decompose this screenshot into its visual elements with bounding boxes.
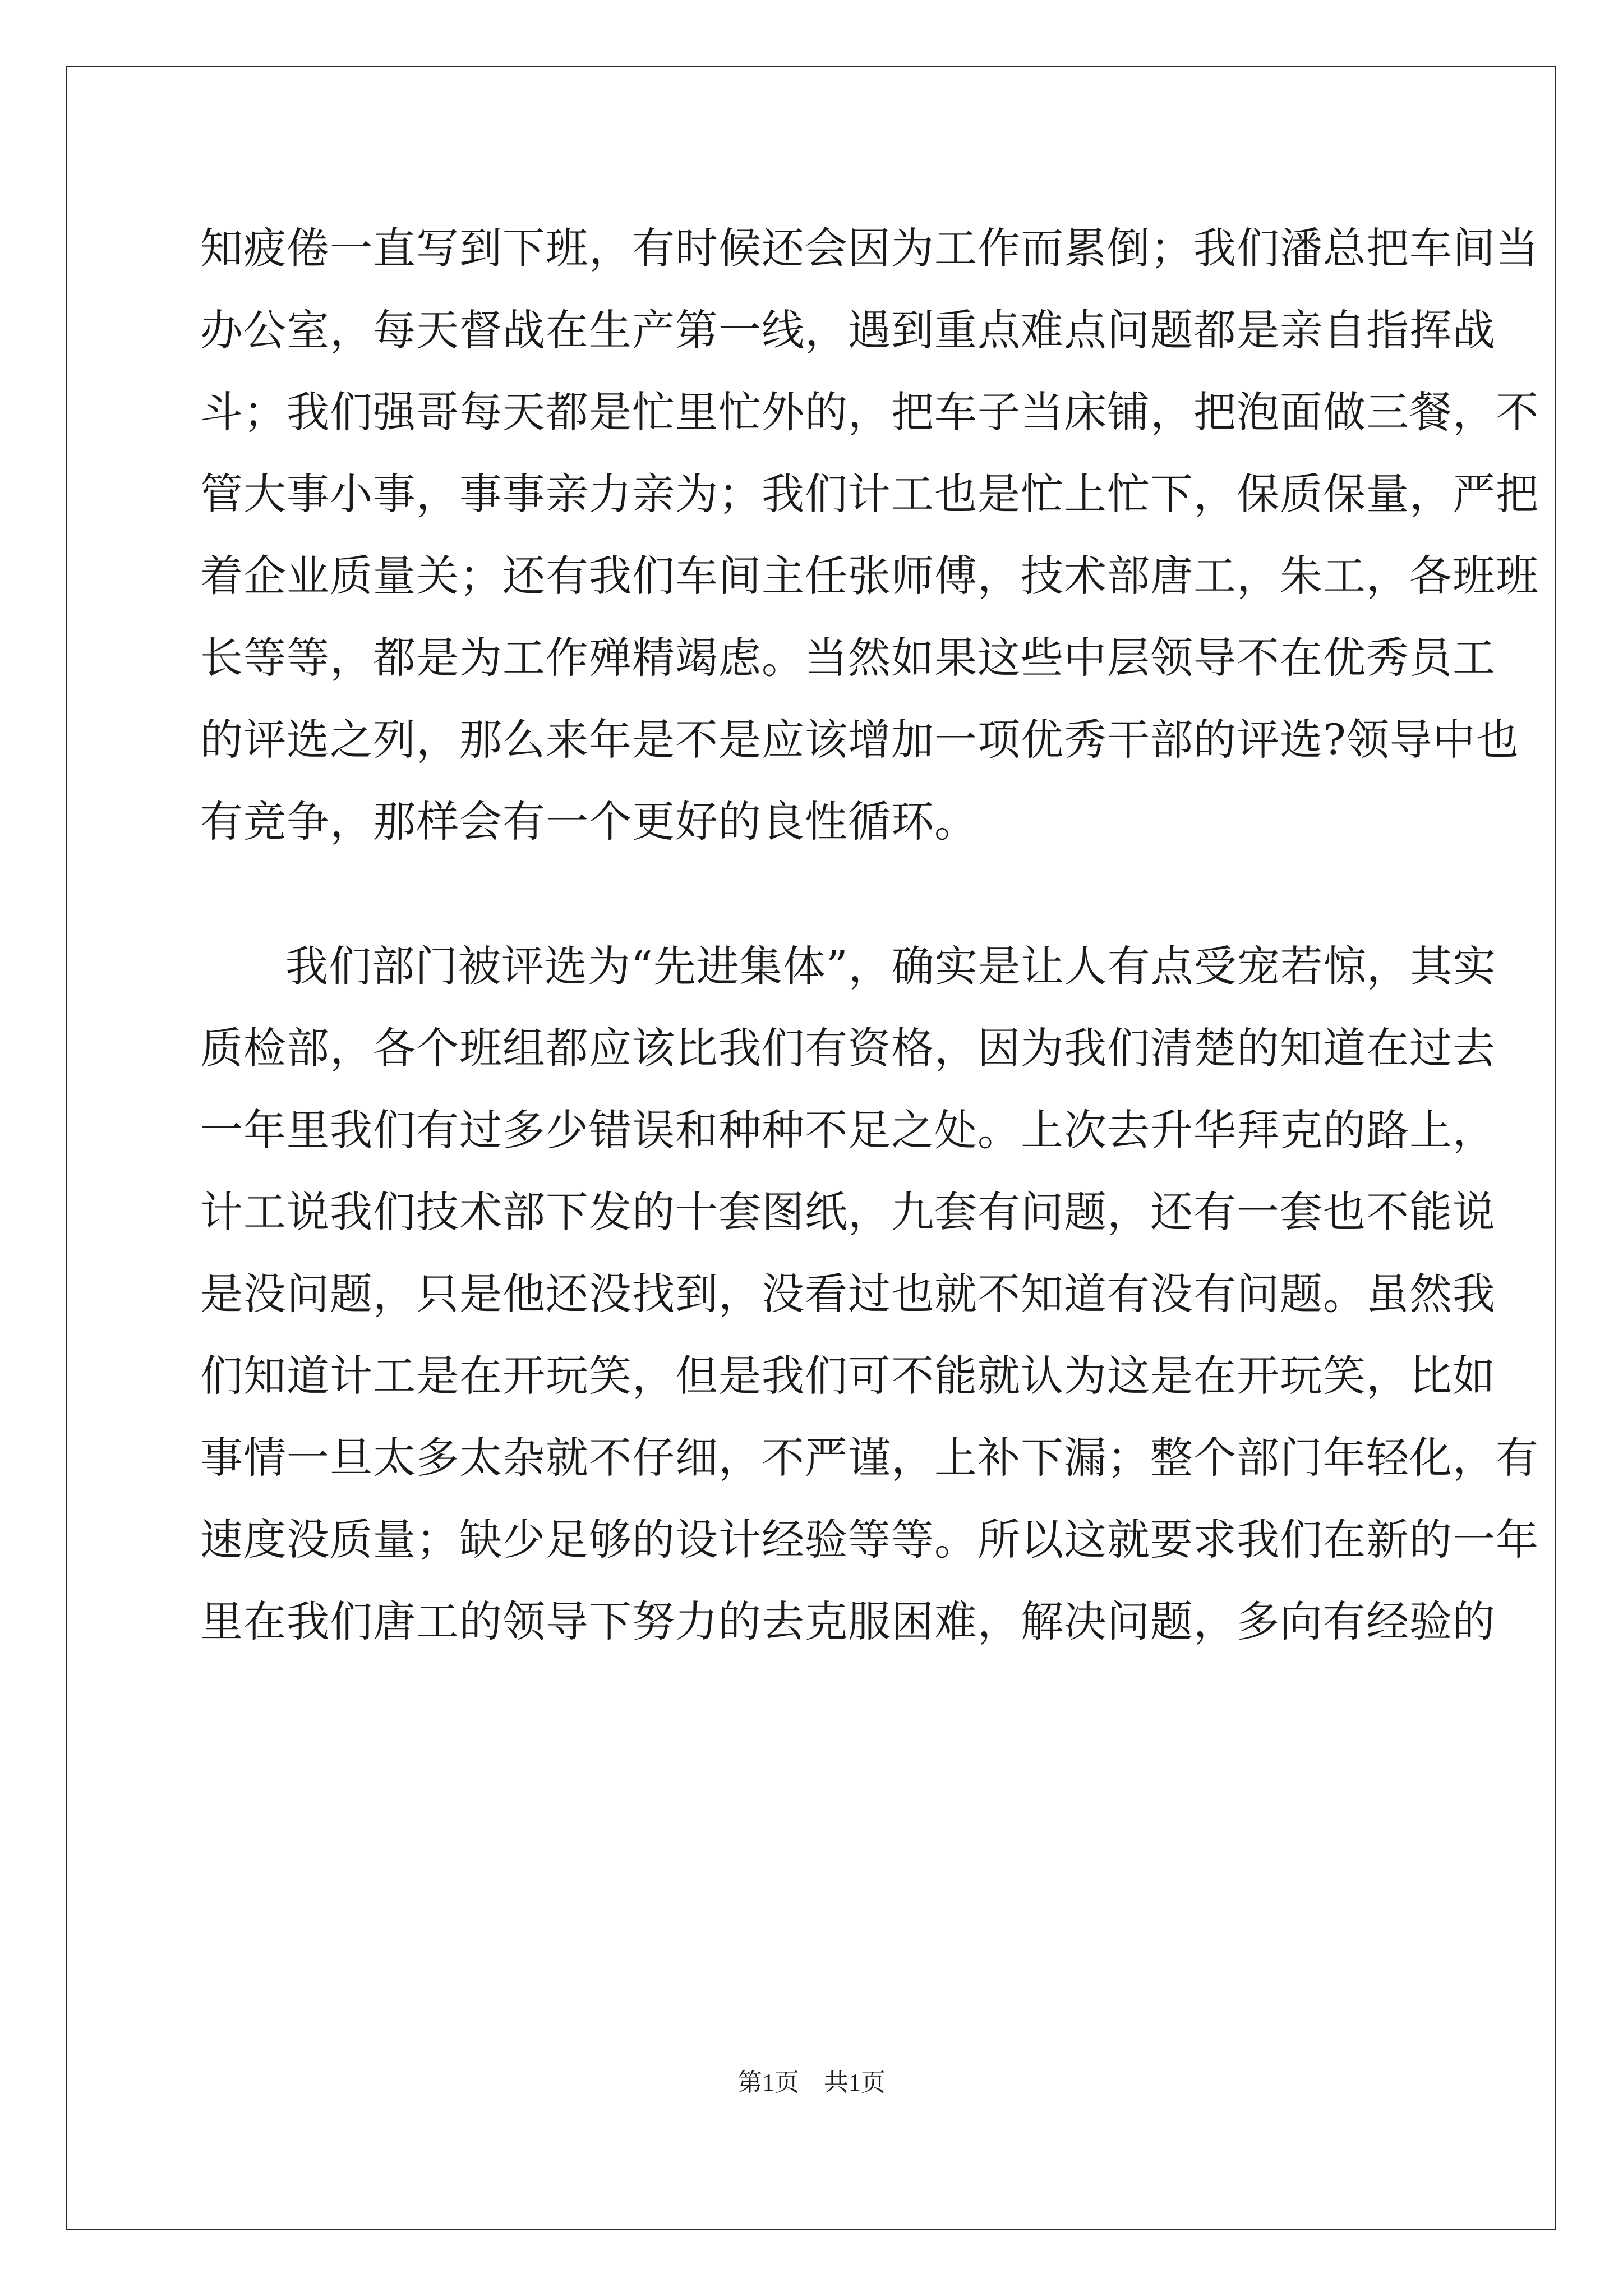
text-line: 着企业质量关；还有我们车间主任张师傅，技术部唐工，朱工，各班班 [200,551,1539,601]
text-line: 速度没质量；缺少足够的设计经验等等。所以这就要求我们在新的一年 [200,1515,1539,1565]
text-line: 有竞争，那样会有一个更好的良性循环。 [200,797,978,846]
text-line: 我们部门被评选为“先进集体”，确实是让人有点受宠若惊，其实 [285,941,1496,991]
text-line: 办公室，每天督战在生产第一线，遇到重点难点问题都是亲自指挥战 [200,305,1496,355]
text-line: 知疲倦一直写到下班，有时候还会因为工作而累倒；我们潘总把车间当 [200,223,1539,273]
text-line: 的评选之列，那么来年是不是应该增加一项优秀干部的评选?领导中也 [200,715,1519,765]
text-line: 一年里我们有过多少错误和种种不足之处。上次去升华拜克的路上， [200,1105,1496,1155]
paragraph-2 [200,926,1539,1663]
text-line: 们知道计工是在开玩笑，但是我们可不能就认为这是在开玩笑，比如 [200,1351,1496,1401]
paragraph-gap [200,863,1423,926]
text-line: 质检部，各个班组都应该比我们有资格，因为我们清楚的知道在过去 [200,1023,1496,1073]
paragraph-1 [200,208,1539,863]
document-body [200,208,1539,1663]
text-line: 管大事小事，事事亲力亲为；我们计工也是忙上忙下，保质保量，严把 [200,469,1539,519]
text-line: 计工说我们技术部下发的十套图纸，九套有问题，还有一套也不能说 [200,1187,1496,1237]
text-line: 事情一旦太多太杂就不仔细，不严谨，上补下漏；整个部门年轻化，有 [200,1433,1539,1483]
page-number-footer: 第1页 共1页 [737,2069,886,2096]
text-line: 里在我们唐工的领导下努力的去克服困难，解决问题，多向有经验的 [200,1596,1496,1646]
text-line: 斗；我们强哥每天都是忙里忙外的，把车子当床铺，把泡面做三餐，不 [200,387,1539,437]
text-line: 长等等，都是为工作殚精竭虑。当然如果这些中层领导不在优秀员工 [200,633,1496,683]
text-line: 是没问题，只是他还没找到，没看过也就不知道有没有问题。虽然我 [200,1269,1496,1319]
